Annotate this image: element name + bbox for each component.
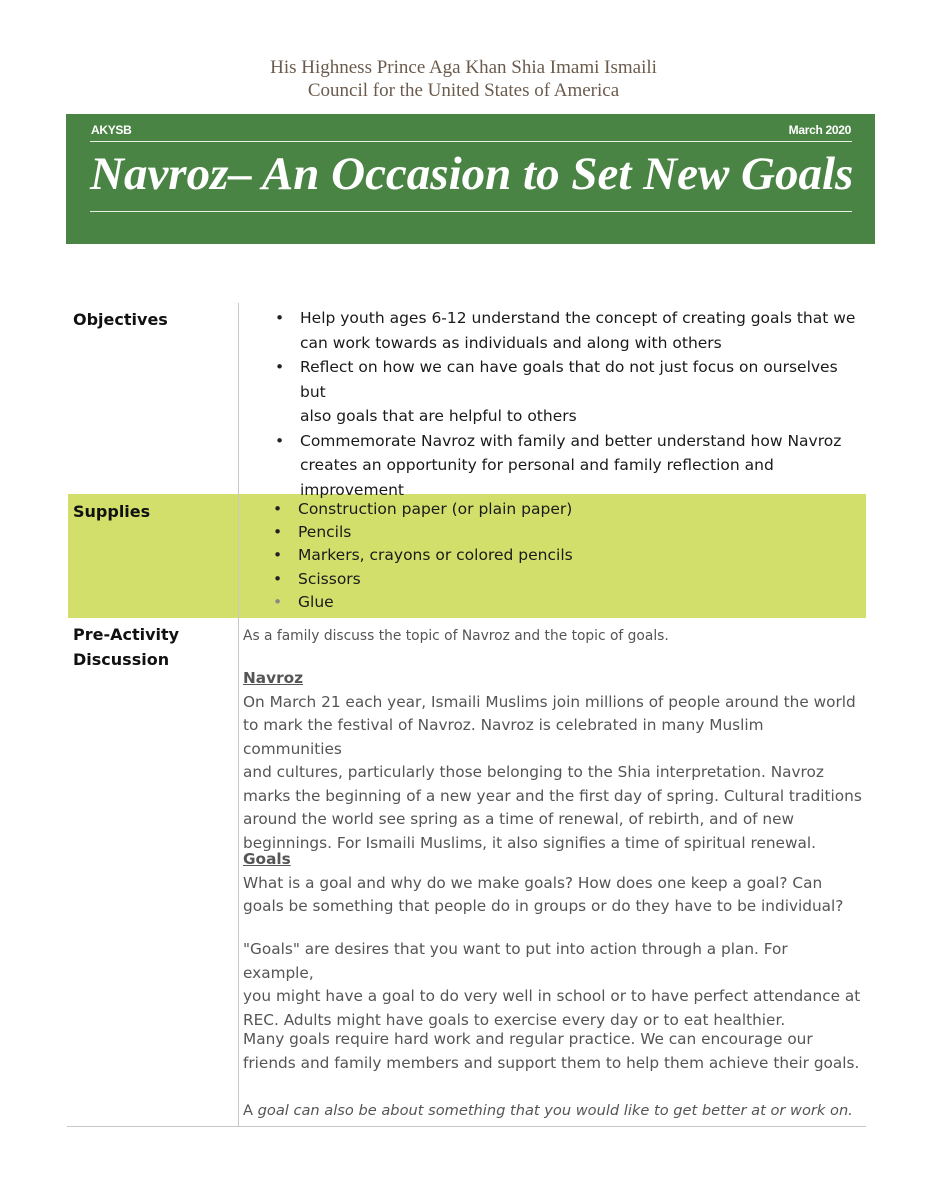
bullet-icon: • xyxy=(273,523,283,542)
supply-item: • Glue xyxy=(298,591,858,614)
goals-definition-line: you might have a goal to do very well in school or to have perfect attendance at xyxy=(243,987,861,1005)
banner-bottom-rule xyxy=(90,211,852,212)
goals-question-line: goals be something that people do in groups or do they have to be individual? xyxy=(243,897,844,915)
council-line-2: Council for the United States of America xyxy=(307,80,620,101)
objective-item: • Reflect on how we can have goals that do not just focus on ourselves but also goals that are helpful to others xyxy=(300,355,860,429)
goals-definition-line: "Goals" are desires that you want to put into action through a plan. For example, xyxy=(243,940,788,982)
navroz-line: marks the beginning of a new year and the first day of spring. Cultural traditions xyxy=(243,786,862,805)
objective-item: • Help youth ages 6-12 understand the concept of creating goals that we can work towards as individuals and along with others xyxy=(300,306,860,355)
discussion-label xyxy=(73,622,179,672)
objective-item: • Commemorate Navroz with family and better understand how Navroz creates an opportunity for personal and family reflection and improvement xyxy=(300,429,860,503)
council-line-1: His Highness Prince Aga Khan Shia Imami Ismaili xyxy=(270,57,657,78)
goals-final-note xyxy=(243,1099,863,1123)
navroz-line: and cultures, particularly those belonging to the Shia interpretation. Navroz xyxy=(243,763,824,781)
supply-item: • Pencils xyxy=(298,521,858,544)
supplies-list xyxy=(273,498,858,614)
discussion-label-line-1: Pre-Activity xyxy=(73,625,180,644)
navroz-line: around the world see spring as a time of renewal, of rebirth, and of new xyxy=(243,810,795,828)
org-label: AKYSB xyxy=(91,123,132,137)
bullet-icon: • xyxy=(273,569,283,588)
bullet-icon: • xyxy=(273,500,283,518)
bullet-icon: • xyxy=(273,546,283,565)
column-divider xyxy=(238,303,239,1126)
final-note-italic: goal can also be about something that you would like to get better at or work on. xyxy=(257,1102,853,1119)
discussion-intro: As a family discuss the topic of Navroz and the topic of goals. xyxy=(243,628,669,644)
date-label: March 2020 xyxy=(788,123,851,137)
navroz-line: On March 21 each year, Ismaili Muslims join millions of people around the world xyxy=(243,692,856,711)
supply-item: • Scissors xyxy=(298,568,858,591)
goals-work xyxy=(243,1028,863,1075)
goals-work-line: Many goals require hard work and regular practice. We can encourage our xyxy=(243,1030,813,1048)
supplies-label: Supplies xyxy=(73,502,151,521)
goals-definition-line: REC. Adults might have goals to exercise every day or to eat healthier. xyxy=(243,1010,786,1029)
table-bottom-rule xyxy=(67,1126,866,1127)
supply-item: • Construction paper (or plain paper) xyxy=(298,498,858,521)
goals-heading: Goals xyxy=(243,850,291,868)
bullet-icon: • xyxy=(275,431,285,450)
navroz-section xyxy=(243,667,863,855)
title-banner xyxy=(66,114,875,244)
bullet-icon: • xyxy=(273,592,283,611)
page-title: Navroz– An Occasion to Set New Goals xyxy=(90,148,854,200)
goals-question-line: What is a goal and why do we make goals? How does one keep a goal? Can xyxy=(243,873,823,892)
goals-definition xyxy=(243,938,863,1032)
discussion-label-line-2: Discussion xyxy=(73,650,170,669)
goals-section xyxy=(243,848,863,919)
bullet-icon: • xyxy=(275,358,285,376)
objectives-list xyxy=(275,306,860,502)
bullet-icon: • xyxy=(275,309,285,327)
banner-top-rule xyxy=(90,141,852,142)
navroz-line: to mark the festival of Navroz. Navroz is celebrated in many Muslim communities xyxy=(243,716,764,758)
navroz-line: beginnings. For Ismaili Muslims, it also signifies a time of spiritual renewal. xyxy=(243,833,816,852)
objectives-label: Objectives xyxy=(73,310,168,329)
navroz-heading: Navroz xyxy=(243,669,304,687)
goals-work-line: friends and family members and support them to help them achieve their goals. xyxy=(243,1053,860,1072)
final-note-prefix: A xyxy=(243,1102,258,1119)
supply-item: • Markers, crayons or colored pencils xyxy=(298,544,858,567)
